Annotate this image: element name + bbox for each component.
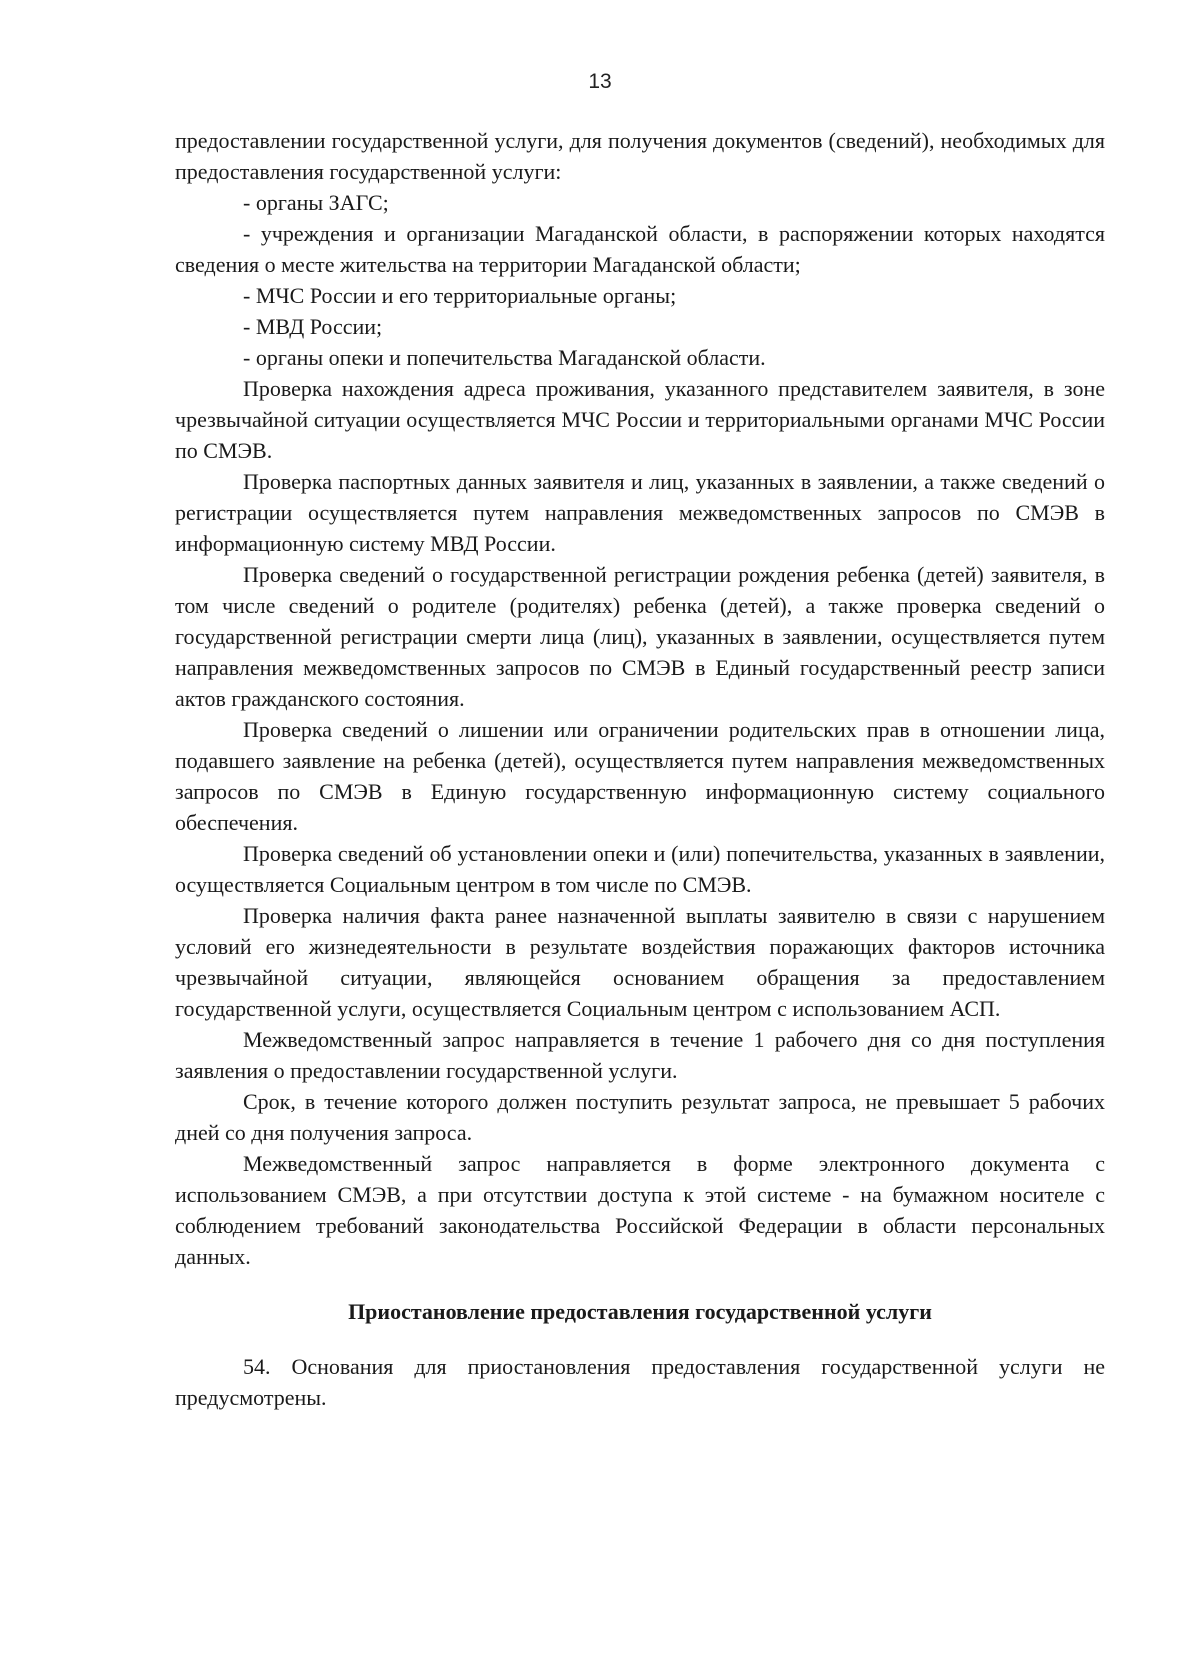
paragraph-payment-check: Проверка наличия факта ранее назначенной выплаты заявителю в связи с нарушением условий его жизнедеятельности в результате воздействия поражающих факторов источника чрезвычайной ситуации, являющейся основанием обращения за предоставлением государственной услуги, осуществляется Социальным центром с использованием АСП.	[175, 903, 1105, 1021]
paragraph-guardianship-check: Проверка сведений об установлении опеки и (или) попечительства, указанных в заявлении, осуществляется Социальным центром в том числе по СМЭВ.	[175, 841, 1105, 897]
page-number: 13	[588, 70, 612, 93]
list-item-mvd: - МВД России;	[243, 314, 383, 339]
paragraph-request-form: Межведомственный запрос направляется в форме электронного документа с использованием СМЭВ, а при отсутствии доступа к этой системе - на бумажном носителе с соблюдением требований законодательства Российской Федерации в области персональных данных.	[175, 1151, 1105, 1269]
paragraph-response-deadline: Срок, в течение которого должен поступить результат запроса, не превышает 5 рабочих дней со дня получения запроса.	[175, 1089, 1105, 1145]
paragraph-continuation: предоставлении государственной услуги, для получения документов (сведений), необходимых для предоставления государственной услуги:	[175, 128, 1105, 184]
paragraph-address-check: Проверка нахождения адреса проживания, указанного представителем заявителя, в зоне чрезвычайной ситуации осуществляется МЧС России и территориальными органами МЧС России по СМЭВ.	[175, 376, 1105, 463]
section-heading: Приостановление предоставления государственной услуги	[348, 1299, 932, 1324]
document-body	[175, 125, 1105, 1413]
list-item-institutions: - учреждения и организации Магаданской области, в распоряжении которых находятся сведения о месте жительства на территории Магаданской области;	[175, 221, 1105, 277]
paragraph-passport-check: Проверка паспортных данных заявителя и лиц, указанных в заявлении, а также сведений о регистрации осуществляется путем направления межведомственных запросов по СМЭВ в информационную систему МВД России.	[175, 469, 1105, 556]
list-item-mchs: - МЧС России и его территориальные органы;	[243, 283, 677, 308]
paragraph-request-timing: Межведомственный запрос направляется в течение 1 рабочего дня со дня поступления заявления о предоставлении государственной услуги.	[175, 1027, 1105, 1083]
paragraph-parental-rights-check: Проверка сведений о лишении или ограничении родительских прав в отношении лица, подавшего заявление на ребенка (детей), осуществляется путем направления межведомственных запросов по СМЭВ в Единую государственную информационную систему социального обеспечения.	[175, 717, 1105, 835]
list-item-guardianship: - органы опеки и попечительства Магаданской области.	[243, 345, 766, 370]
paragraph-birth-registration-check: Проверка сведений о государственной регистрации рождения ребенка (детей) заявителя, в том числе сведений о родителе (родителях) ребенка (детей), а также проверка сведений о государственной регистрации смерти лица (лиц), указанных в заявлении, осуществляется путем направления межведомственных запросов по СМЭВ в Единый государственный реестр записи актов гражданского состояния.	[175, 562, 1105, 711]
list-item-zags: - органы ЗАГС;	[243, 190, 389, 215]
paragraph-clause-54: 54. Основания для приостановления предоставления государственной услуги не предусмотрены.	[175, 1354, 1105, 1410]
